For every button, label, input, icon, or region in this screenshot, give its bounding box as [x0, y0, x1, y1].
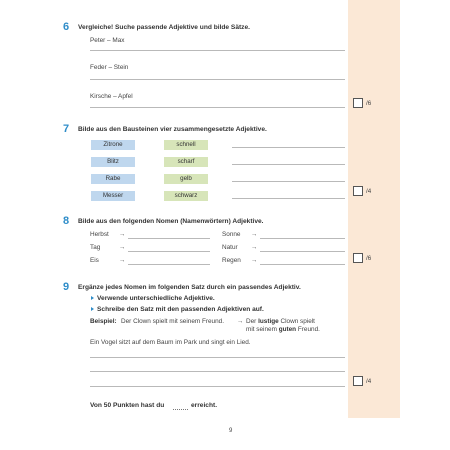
- score-checkbox[interactable]: [353, 98, 363, 108]
- arrow-right-icon: →: [251, 244, 258, 251]
- points-summary-suffix: erreicht.: [191, 402, 218, 409]
- task-number-7: 7: [63, 123, 70, 135]
- example-result-line-1: [246, 318, 315, 325]
- example-result-text: mit seinem: [246, 326, 277, 333]
- task-7-score: /4: [366, 188, 372, 195]
- task-7-title: Bilde aus den Bausteinen vier zusammengesetzte Adjektive.: [78, 126, 267, 133]
- noun-tile: Rabe: [91, 174, 135, 184]
- task-9-score: /4: [366, 378, 372, 385]
- task-number-6: 6: [63, 21, 70, 33]
- example-result-adjective: lustige: [258, 318, 279, 325]
- noun-word: Eis: [90, 257, 99, 264]
- answer-line[interactable]: [90, 371, 345, 372]
- answer-line[interactable]: [128, 251, 210, 252]
- arrow-right-icon: →: [119, 257, 126, 264]
- score-sidebar: [348, 0, 400, 418]
- answer-line[interactable]: [90, 386, 345, 387]
- example-result-text: Der: [246, 318, 257, 325]
- task-6-prompt-3: Kirsche – Apfel: [90, 93, 133, 100]
- task-6-score: /6: [366, 100, 372, 107]
- arrow-right-icon: →: [119, 231, 126, 238]
- noun-word: Herbst: [90, 231, 109, 238]
- arrow-right-icon: →: [251, 257, 258, 264]
- example-result-line-2: [246, 326, 320, 333]
- answer-line[interactable]: [128, 264, 210, 265]
- task-8-score: /6: [366, 255, 372, 262]
- example-result-adjective: guten: [278, 326, 297, 333]
- task-number-8: 8: [63, 215, 70, 227]
- noun-tile: Zitrone: [91, 140, 135, 150]
- example-label: Beispiel:: [90, 318, 117, 325]
- example-sentence: Der Clown spielt mit seinem Freund.: [121, 318, 224, 325]
- bullet-arrow-icon: [91, 296, 94, 300]
- answer-line[interactable]: [232, 147, 345, 148]
- example-result-text: Freund.: [297, 326, 320, 333]
- task-6-title: Vergleiche! Suche passende Adjektive und bilde Sätze.: [78, 24, 250, 31]
- task-6-prompt-2: Feder – Stein: [90, 64, 129, 71]
- task-9-instruction-2: Schreibe den Satz mit den passenden Adjektiven auf.: [97, 306, 264, 313]
- adjective-tile: schnell: [164, 140, 208, 150]
- task-8-title: Bilde aus den folgenden Nomen (Namenwörtern) Adjektive.: [78, 218, 264, 225]
- answer-line[interactable]: [90, 107, 345, 108]
- adjective-tile: schwarz: [164, 191, 208, 201]
- answer-line[interactable]: [232, 164, 345, 165]
- answer-line[interactable]: [260, 238, 345, 239]
- bullet-arrow-icon: [91, 307, 94, 311]
- score-checkbox[interactable]: [353, 376, 363, 386]
- noun-word: Tag: [90, 244, 101, 251]
- answer-line[interactable]: [260, 251, 345, 252]
- adjective-tile: gelb: [164, 174, 208, 184]
- arrow-right-icon: →: [119, 244, 126, 251]
- noun-word: Natur: [222, 244, 238, 251]
- page-number: 9: [229, 428, 233, 434]
- adjective-tile: scharf: [164, 157, 208, 167]
- task-9-instruction-1: Verwende unterschiedliche Adjektive.: [97, 295, 215, 302]
- answer-line[interactable]: [232, 181, 345, 182]
- answer-line[interactable]: [90, 79, 345, 80]
- task-9-sentence: Ein Vogel sitzt auf dem Baum im Park und singt ein Lied.: [90, 339, 251, 346]
- points-summary-prefix: Von 50 Punkten hast du: [90, 402, 165, 409]
- answer-line[interactable]: [232, 198, 345, 199]
- example-result-text: Clown spielt: [280, 318, 315, 325]
- points-blank[interactable]: [173, 409, 188, 410]
- noun-tile: Messer: [91, 191, 135, 201]
- answer-line[interactable]: [128, 238, 210, 239]
- answer-line[interactable]: [90, 50, 345, 51]
- answer-line[interactable]: [260, 264, 345, 265]
- score-checkbox[interactable]: [353, 186, 363, 196]
- task-6-prompt-1: Peter – Max: [90, 37, 125, 44]
- noun-word: Sonne: [222, 231, 241, 238]
- noun-word: Regen: [222, 257, 241, 264]
- score-checkbox[interactable]: [353, 253, 363, 263]
- noun-tile: Blitz: [91, 157, 135, 167]
- arrow-right-icon: →: [237, 318, 244, 325]
- task-9-title: Ergänze jedes Nomen im folgenden Satz durch ein passendes Adjektiv.: [78, 284, 301, 291]
- arrow-right-icon: →: [251, 231, 258, 238]
- answer-line[interactable]: [90, 357, 345, 358]
- task-number-9: 9: [63, 281, 70, 293]
